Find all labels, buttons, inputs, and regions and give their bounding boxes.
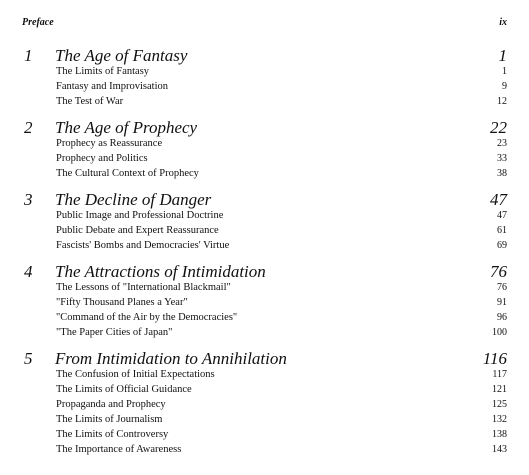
preface-entry — [22, 17, 507, 28]
chapter-title: The Age of Fantasy — [55, 46, 188, 65]
section-title: The Limits of Fantasy — [56, 66, 150, 77]
section-page: 61 — [497, 225, 507, 236]
section-page: 33 — [497, 153, 507, 164]
section-page: 117 — [492, 369, 507, 380]
chapter-number: 4 — [24, 262, 33, 281]
chapter-title: The Attractions of Intimidation — [55, 262, 266, 281]
section-title: Fascists' Bombs and Democracies' Virtue — [56, 240, 230, 251]
section-entry — [0, 225, 529, 240]
section-title: "Fifty Thousand Planes a Year" — [56, 297, 188, 308]
section-title: Public Debate and Expert Reassurance — [56, 225, 219, 236]
section-page: 23 — [497, 138, 507, 149]
section-entry — [0, 429, 529, 444]
section-page: 69 — [497, 240, 507, 251]
section-title: Prophecy as Reassurance — [56, 138, 163, 149]
section-page: 121 — [492, 384, 507, 395]
section-page: 47 — [497, 210, 507, 221]
chapter-heading — [0, 46, 529, 66]
section-page: 125 — [492, 399, 507, 410]
section-title: Prophecy and Politics — [56, 153, 148, 164]
section-entry — [0, 168, 529, 183]
chapter-title: From Intimidation to Annihilation — [55, 349, 287, 368]
section-page: 100 — [492, 327, 507, 338]
section-title: The Limits of Official Guidance — [56, 384, 192, 395]
section-entry — [0, 66, 529, 81]
section-page: 138 — [492, 429, 507, 440]
section-title: Public Image and Professional Doctrine — [56, 210, 224, 221]
section-entry — [0, 210, 529, 225]
section-page: 96 — [497, 312, 507, 323]
section-entry — [0, 81, 529, 96]
section-entry — [0, 384, 529, 399]
section-entry — [0, 282, 529, 297]
section-entry — [0, 153, 529, 168]
preface-page: ix — [499, 17, 507, 28]
section-entry — [0, 327, 529, 342]
section-entry — [0, 138, 529, 153]
section-entry — [0, 369, 529, 384]
section-entry — [0, 96, 529, 111]
section-entry — [0, 414, 529, 429]
section-title: The Importance of Awareness — [56, 444, 182, 455]
chapter-heading — [0, 262, 529, 282]
section-title: "The Paper Cities of Japan" — [56, 327, 173, 338]
section-page: 132 — [492, 414, 507, 425]
chapter-title: The Decline of Danger — [55, 190, 212, 209]
section-entry — [0, 312, 529, 327]
chapter-page: 1 — [498, 46, 507, 65]
chapter-page: 116 — [482, 349, 507, 368]
section-title: Fantasy and Improvisation — [56, 81, 168, 92]
section-entry — [0, 240, 529, 255]
section-page: 76 — [497, 282, 507, 293]
section-title: Propaganda and Prophecy — [56, 399, 166, 410]
section-title: "Command of the Air by the Democracies" — [56, 312, 238, 323]
chapter-number: 5 — [24, 349, 33, 368]
chapter-title: The Age of Prophecy — [55, 118, 198, 137]
section-title: The Limits of Controversy — [56, 429, 169, 440]
chapter-heading — [0, 118, 529, 138]
section-entry — [0, 444, 529, 459]
section-title: The Limits of Journalism — [56, 414, 163, 425]
section-page: 1 — [502, 66, 507, 77]
section-title: The Cultural Context of Prophecy — [56, 168, 199, 179]
chapter-page: 22 — [490, 118, 507, 137]
chapter-page: 76 — [490, 262, 507, 281]
section-page: 12 — [497, 96, 507, 107]
chapter-number: 1 — [24, 46, 33, 65]
section-page: 9 — [502, 81, 507, 92]
chapter-number: 2 — [24, 118, 33, 137]
section-page: 91 — [497, 297, 507, 308]
section-page: 38 — [497, 168, 507, 179]
chapter-heading — [0, 190, 529, 210]
section-entry — [0, 297, 529, 312]
section-title: The Lessons of "International Blackmail" — [56, 282, 231, 293]
section-entry — [0, 399, 529, 414]
preface-label: Preface — [22, 17, 54, 28]
chapter-heading — [0, 349, 529, 369]
section-page: 143 — [492, 444, 507, 455]
section-title: The Confusion of Initial Expectations — [56, 369, 215, 380]
chapter-number: 3 — [24, 190, 33, 209]
chapter-page: 47 — [490, 190, 507, 209]
section-title: The Test of War — [56, 96, 124, 107]
